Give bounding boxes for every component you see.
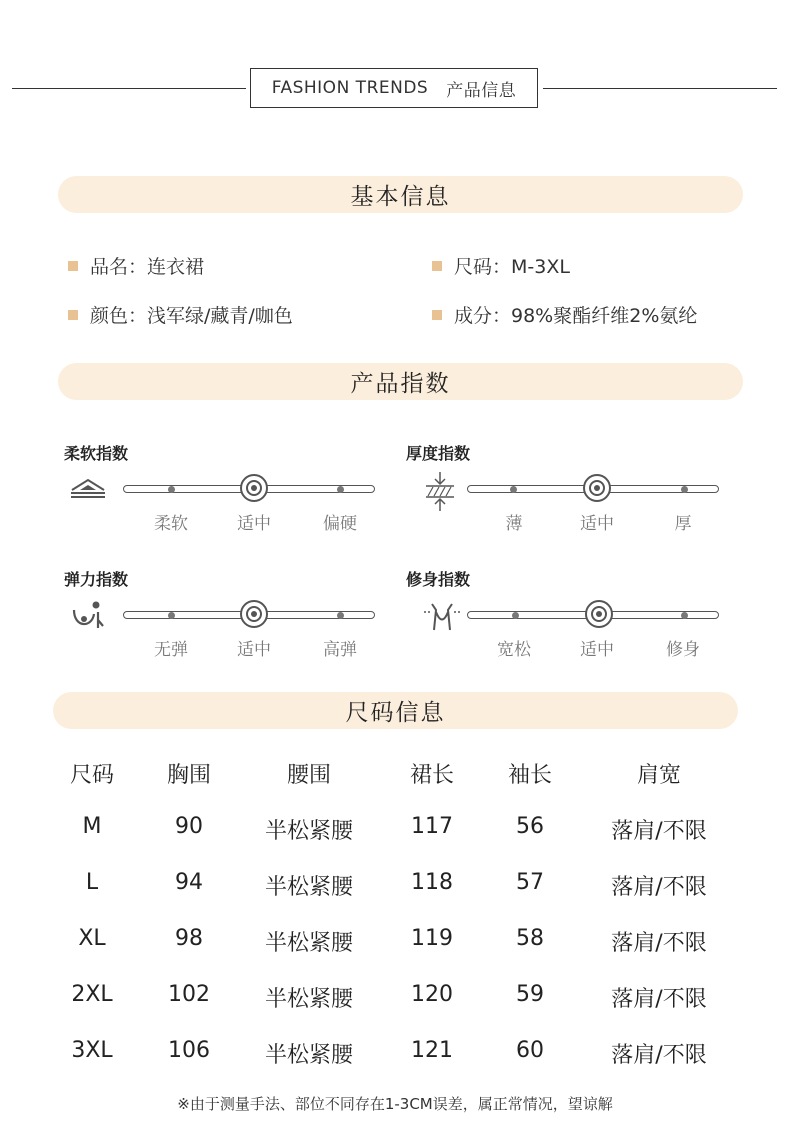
table-header-waist: 腰围: [286, 763, 331, 788]
table-cell-size: M: [82, 814, 102, 839]
table-header-length: 裙长: [409, 763, 454, 788]
thickness-label-mid: 适中: [580, 514, 614, 534]
thickness-label-low: 薄: [505, 514, 523, 534]
table-cell-sleeve: 58: [516, 926, 544, 951]
elasticity-label-high: 高弹: [323, 640, 357, 660]
thickness-dot-low: [510, 486, 517, 493]
softness-icon: [68, 476, 108, 500]
softness-slider-knob: [240, 474, 268, 502]
table-cell-waist: 半松紧腰: [264, 1043, 353, 1068]
table-cell-waist: 半松紧腰: [264, 987, 353, 1012]
table-cell-length: 119: [411, 926, 453, 951]
table-cell-shoulder: 落肩/不限: [611, 1043, 707, 1068]
table-cell-size: XL: [78, 926, 106, 951]
table-cell-shoulder: 落肩/不限: [611, 875, 707, 900]
table-cell-length: 117: [411, 814, 453, 839]
table-cell-waist: 半松紧腰: [264, 819, 353, 844]
table-cell-sleeve: 59: [516, 982, 544, 1007]
table-cell-length: 118: [411, 870, 453, 895]
info-item-name: 品名：连衣裙: [68, 252, 204, 279]
header-chinese: 产品信息: [446, 80, 517, 101]
thickness-label-high: 厚: [674, 514, 692, 534]
table-cell-size: L: [85, 870, 99, 895]
table-cell-sleeve: 60: [516, 1038, 544, 1063]
info-item-material: 成分：98%聚酯纤维2%氨纶: [432, 301, 697, 328]
bullet-icon: [432, 310, 442, 320]
table-cell-waist: 半松紧腰: [264, 931, 353, 956]
table-cell-length: 120: [411, 982, 453, 1007]
header-line-left: [12, 88, 246, 89]
table-header-size: 尺码: [69, 763, 114, 788]
elasticity-slider-knob: [240, 600, 268, 628]
softness-label-low: 柔软: [154, 514, 188, 534]
table-cell-size: 2XL: [71, 982, 113, 1007]
table-header-chest: 胸围: [166, 763, 211, 788]
elasticity-label-mid: 适中: [237, 640, 271, 660]
fit-dot-high: [681, 612, 688, 619]
softness-label-high: 偏硬: [323, 514, 357, 534]
softness-dot-low: [168, 486, 175, 493]
bullet-icon: [68, 261, 78, 271]
softness-index-title: 柔软指数: [64, 444, 129, 463]
header-line-right: [543, 88, 777, 89]
softness-label-mid: 适中: [237, 514, 271, 534]
thickness-index-title: 厚度指数: [406, 444, 471, 463]
elasticity-icon: [70, 600, 106, 632]
table-cell-chest: 90: [175, 814, 203, 839]
table-cell-shoulder: 落肩/不限: [611, 987, 707, 1012]
table-header-shoulder: 肩宽: [636, 763, 681, 788]
header-box: [250, 68, 538, 108]
table-cell-shoulder: 落肩/不限: [611, 931, 707, 956]
table-cell-length: 121: [411, 1038, 453, 1063]
softness-dot-high: [337, 486, 344, 493]
table-cell-sleeve: 56: [516, 814, 544, 839]
fit-icon: [422, 600, 462, 634]
thickness-icon: [424, 472, 456, 512]
table-cell-size: 3XL: [71, 1038, 113, 1063]
table-cell-shoulder: 落肩/不限: [611, 819, 707, 844]
table-cell-sleeve: 57: [516, 870, 544, 895]
info-item-color: 颜色：浅军绿/藏青/咖色: [68, 301, 293, 328]
table-cell-chest: 94: [175, 870, 203, 895]
size-info-title: 尺码信息: [53, 692, 738, 729]
fit-slider-knob: [585, 600, 613, 628]
header-english: FASHION TRENDS: [271, 78, 429, 98]
table-cell-chest: 106: [168, 1038, 210, 1063]
fit-dot-low: [512, 612, 519, 619]
footnote: ※由于测量手法、部位不同存在1-3CM误差，属正常情况，望谅解: [177, 1095, 613, 1113]
elasticity-label-low: 无弹: [154, 640, 188, 660]
fit-label-low: 宽松: [497, 640, 531, 660]
bullet-icon: [68, 310, 78, 320]
table-cell-chest: 98: [175, 926, 203, 951]
fit-index-title: 修身指数: [406, 570, 471, 589]
table-header-sleeve: 袖长: [507, 763, 552, 788]
product-index-title: 产品指数: [58, 363, 743, 400]
bullet-icon: [432, 261, 442, 271]
thickness-dot-high: [681, 486, 688, 493]
elasticity-index-title: 弹力指数: [64, 570, 129, 589]
table-cell-chest: 102: [168, 982, 210, 1007]
fit-label-high: 修身: [666, 640, 700, 660]
fit-label-mid: 适中: [580, 640, 614, 660]
table-cell-waist: 半松紧腰: [264, 875, 353, 900]
info-item-size: 尺码：M-3XL: [432, 252, 570, 279]
thickness-slider-knob: [583, 474, 611, 502]
elasticity-dot-low: [168, 612, 175, 619]
elasticity-dot-high: [337, 612, 344, 619]
basic-info-title: 基本信息: [58, 176, 743, 213]
